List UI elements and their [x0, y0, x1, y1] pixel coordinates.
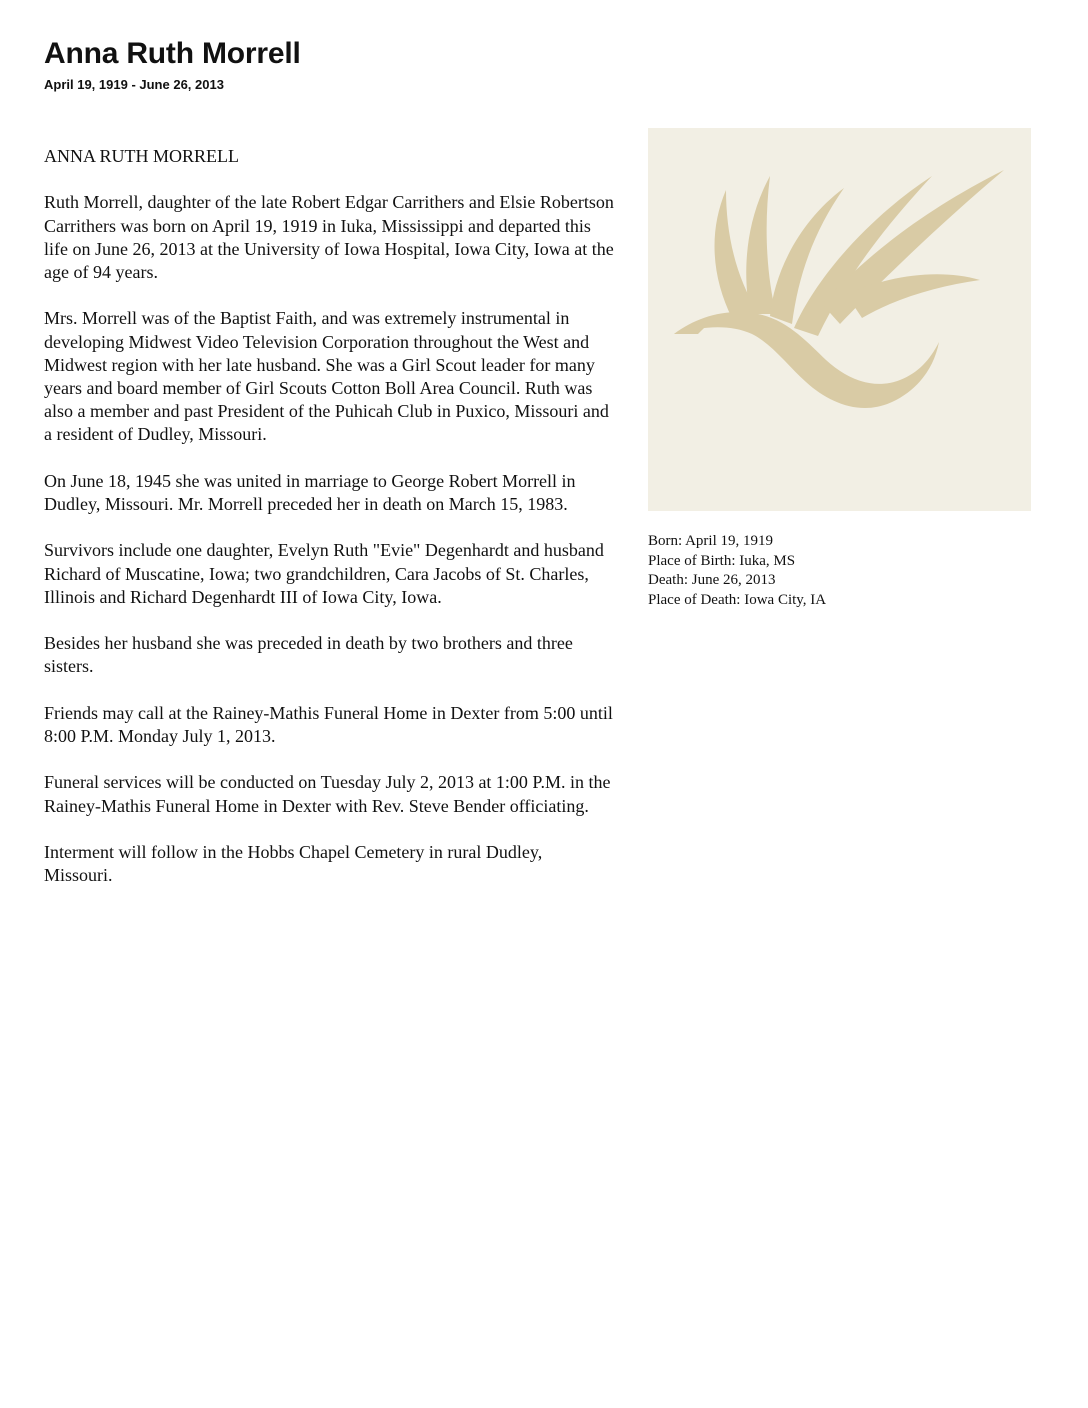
dove-icon — [648, 128, 1031, 511]
death-date: Death: June 26, 2013 — [648, 572, 776, 588]
page-title: Anna Ruth Morrell — [44, 37, 301, 70]
obituary-paragraph: Ruth Morrell, daughter of the late Robert Edgar Carrithers and Elsie Robertson Carrithers was born on April 19, 1919 in Iuka, Mississippi and departed this life on June 26, 2013 at the University of Iowa Hospital, Iowa City, Iowa at the age of 94 years. — [44, 192, 614, 282]
obituary-paragraph: Besides her husband she was preceded in death by two brothers and three sisters. — [44, 633, 573, 677]
obituary-body — [44, 145, 614, 911]
obituary-paragraph: Funeral services will be conducted on Tuesday July 2, 2013 at 1:00 P.M. in the Rainey-Mathis Funeral Home in Dexter with Rev. Steve Bender officiating. — [44, 772, 611, 816]
obituary-heading: ANNA RUTH MORRELL — [44, 146, 240, 166]
memorial-photo — [648, 128, 1031, 511]
obituary-paragraph: Friends may call at the Rainey-Mathis Funeral Home in Dexter from 5:00 until 8:00 P.M. Monday July 1, 2013. — [44, 702, 613, 746]
born-date: Born: April 19, 1919 — [648, 533, 774, 549]
obituary-paragraph: Survivors include one daughter, Evelyn Ruth "Evie" Degenhardt and husband Richard of Muscatine, Iowa; two grandchildren, Cara Jacobs of St. Charles, Illinois and Richard Degenhardt III of Iowa City, Iowa. — [44, 540, 604, 607]
obituary-paragraph: Mrs. Morrell was of the Baptist Faith, and was extremely instrumental in developing Midwest Video Television Corporation throughout the West and Midwest region with her late husband. She was a Girl Scout leader for many years and board member of Girl Scouts Cotton Boll Area Council. Ruth was also a member and past President of the Puhicah Club in Puxico, Missouri and a resident of Dudley, Missouri. — [44, 308, 609, 445]
life-facts — [648, 532, 1028, 610]
obituary-paragraph: On June 18, 1945 she was united in marriage to George Robert Morrell in Dudley, Missouri. Mr. Morrell preceded her in death on March 15, 1983. — [44, 470, 576, 514]
death-place: Place of Death: Iowa City, IA — [648, 591, 827, 608]
birth-place: Place of Birth: Iuka, MS — [648, 552, 796, 569]
obituary-header — [44, 36, 644, 94]
life-dates: April 19, 1919 - June 26, 2013 — [44, 77, 224, 92]
obituary-paragraph: Interment will follow in the Hobbs Chapel Cemetery in rural Dudley, Missouri. — [44, 841, 543, 886]
